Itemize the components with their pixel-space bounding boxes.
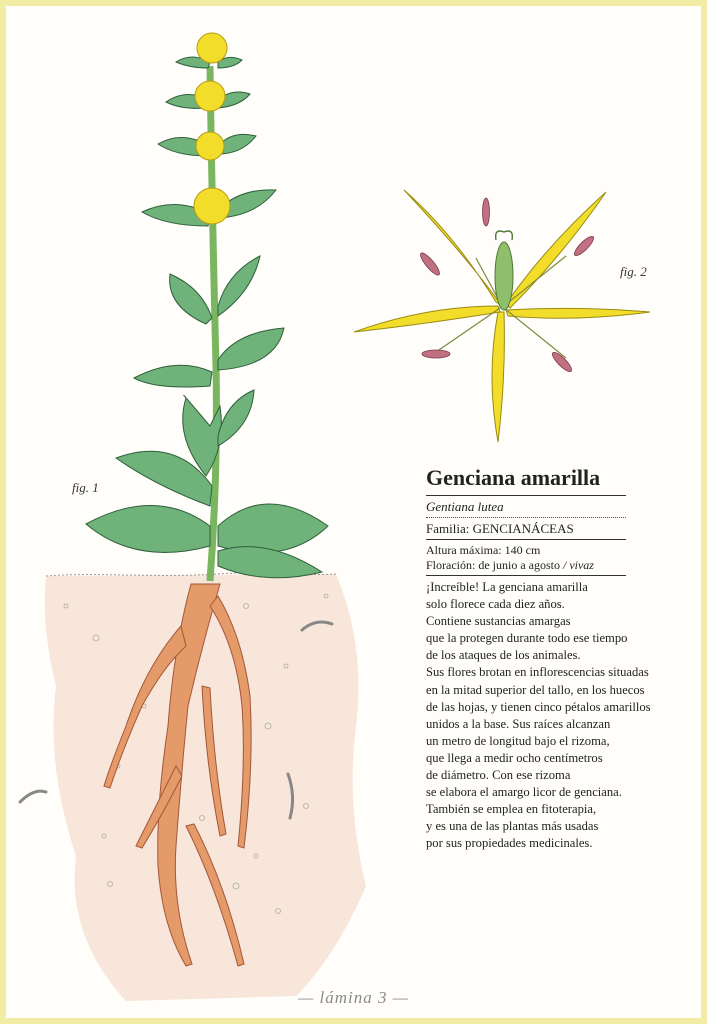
description-line: de los ataques de los animales. <box>426 648 581 663</box>
description-line: se elabora el amargo licor de genciana. <box>426 785 622 800</box>
description-line: solo florece cada diez años. <box>426 597 565 612</box>
description-line: que llega a medir ocho centímetros <box>426 750 603 765</box>
description-line: de diámetro. Con ese rizoma <box>426 768 571 783</box>
description-line: unidos a la base. Sus raíces alcanzan <box>426 716 611 731</box>
description-line: y es una de las plantas más usadas <box>426 819 599 834</box>
description <box>426 579 686 853</box>
flower-detail <box>354 190 650 442</box>
perennial-note: / vivaz <box>562 558 594 572</box>
description-line: un metro de longitud bajo el rizoma, <box>426 733 610 748</box>
plant-stats <box>426 540 626 576</box>
fig1-label: fig. 1 <box>72 480 99 495</box>
description-line: que la protegen durante todo ese tiempo <box>426 631 628 646</box>
plant-info <box>426 464 626 576</box>
description-line: Sus flores brotan en inflorescencias situadas <box>426 665 649 680</box>
description-line: Contiene sustancias amargas <box>426 614 571 629</box>
flowering-period: Floración: de junio a agosto <box>426 558 560 572</box>
description-line: por sus propiedades medicinales. <box>426 836 593 851</box>
description-line: en la mitad superior del tallo, en los huecos <box>426 682 645 697</box>
description-line: También se emplea en fitoterapia, <box>426 802 597 817</box>
flowering-line <box>426 558 626 573</box>
family-name: Familia: GENCIANÁCEAS <box>426 518 626 540</box>
max-height: Altura máxima: 140 cm <box>426 543 541 557</box>
description-line: ¡Increíble! La genciana amarilla <box>426 580 588 594</box>
fig2-label: fig. 2 <box>620 264 647 279</box>
description-line: de las hojas, y tienen cinco pétalos amarillos <box>426 699 651 714</box>
plant-title: Genciana amarilla <box>426 464 626 496</box>
scientific-name: Gentiana lutea <box>426 496 626 518</box>
plate-number: — lámina 3 — <box>298 988 409 1007</box>
